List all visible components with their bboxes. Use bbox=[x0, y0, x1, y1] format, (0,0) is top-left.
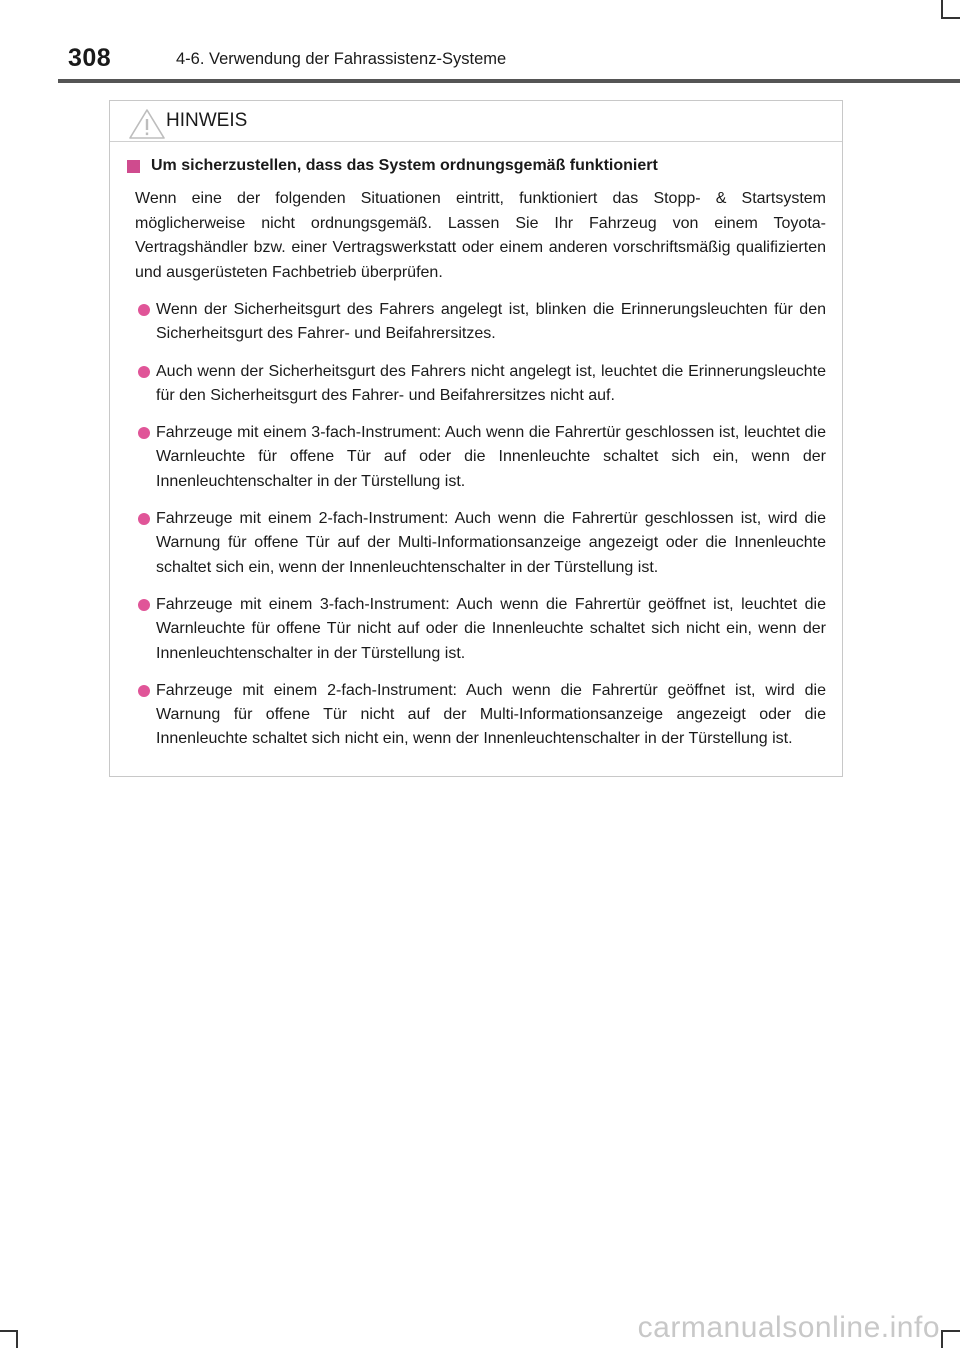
bullet-dot-icon bbox=[138, 685, 150, 697]
list-item bbox=[156, 679, 826, 752]
notice-heading: Um sicherzustellen, dass das System ordnungsgemäß funktioniert bbox=[151, 157, 658, 174]
watermark: carmanualsonline.info bbox=[637, 1311, 940, 1344]
list-item-text: Wenn der Sicherheitsgurt des Fahrers angelegt ist, blinken die Erinnerungsleuchten für den Sicherheitsgurt des Fahrer- und Beifahrersitzes. bbox=[156, 301, 826, 343]
crop-mark-top-right-h bbox=[941, 17, 960, 19]
list-item-text: Fahrzeuge mit einem 2-fach-Instrument: Auch wenn die Fahrertür geöffnet ist, wird die Warnung für offene Tür nicht auf der Multi-Informationsanzeige angezeigt oder die Innenleuchte schaltet sich nicht ein, wenn der Innenleuchtenschalter in der Türstellung ist. bbox=[156, 681, 826, 748]
list-item bbox=[156, 360, 826, 409]
notice-heading-row bbox=[127, 157, 842, 181]
notice-header bbox=[110, 101, 842, 142]
list-item-text: Fahrzeuge mit einem 2-fach-Instrument: Auch wenn die Fahrertür geschlossen ist, wird die Warnung für offene Tür auf der Multi-Informationsanzeige angezeigt oder die Innenleuchte schaltet sich ein, wenn der Innenleuchtenschalter in der Türstellung ist. bbox=[156, 510, 826, 576]
list-item bbox=[156, 593, 826, 666]
list-item-text: Fahrzeuge mit einem 3-fach-Instrument: Auch wenn die Fahrertür geschlossen ist, leuchtet die Warnleuchte für offene Tür auf oder die Innenleuchte schaltet sich ein, wenn der Innenleuchtenschalter in der Türstellung ist. bbox=[156, 424, 826, 490]
bullet-dot-icon bbox=[138, 366, 150, 378]
list-item bbox=[156, 298, 826, 347]
crop-mark-bottom-left-v bbox=[16, 1330, 18, 1348]
notice-title: HINWEIS bbox=[166, 110, 248, 131]
crop-mark-bottom-left-h bbox=[0, 1330, 17, 1332]
bullet-dot-icon bbox=[138, 513, 150, 525]
warning-triangle-icon bbox=[128, 108, 166, 140]
crop-mark-bottom-right-v bbox=[941, 1330, 943, 1348]
list-item-text: Auch wenn der Sicherheitsgurt des Fahrers nicht angelegt ist, leuchtet die Erinnerungsleuchte für den Sicherheitsgurt des Fahrer- und Beifahrersitzes nicht auf. bbox=[156, 362, 826, 404]
notice-box bbox=[109, 100, 843, 777]
notice-body bbox=[110, 157, 842, 752]
notice-intro: Wenn eine der folgenden Situationen eintritt, funktioniert das Stopp- & Startsystem möglicherweise nicht ordnungsgemäß. Lassen Sie Ihr Fahrzeug von einem Toyota-Vertragshändler bzw. einer Vertragswerkstatt oder einem anderen vorschriftsmäßig qualifizierten und ausgerüsteten Fachbetrieb überprüfen. bbox=[135, 190, 826, 281]
section-title: 4-6. Verwendung der Fahrassistenz-Systeme bbox=[176, 50, 507, 68]
crop-mark-bottom-right-h bbox=[941, 1330, 960, 1332]
crop-mark-top-right-v bbox=[941, 0, 943, 18]
header-rule bbox=[58, 79, 960, 83]
list-item bbox=[156, 421, 826, 494]
bullet-dot-icon bbox=[138, 427, 150, 439]
bullet-dot-icon bbox=[138, 599, 150, 611]
list-item bbox=[156, 507, 826, 580]
page-number: 308 bbox=[68, 44, 112, 72]
list-item-text: Fahrzeuge mit einem 3-fach-Instrument: Auch wenn die Fahrertür geöffnet ist, leuchtet die Warnleuchte für offene Tür nicht auf oder die Innenleuchte schaltet sich nicht ein, wenn der Innenleuchtenschalter in der Türstellung ist. bbox=[156, 595, 826, 662]
square-bullet-icon bbox=[127, 160, 140, 173]
bullet-dot-icon bbox=[138, 304, 150, 316]
